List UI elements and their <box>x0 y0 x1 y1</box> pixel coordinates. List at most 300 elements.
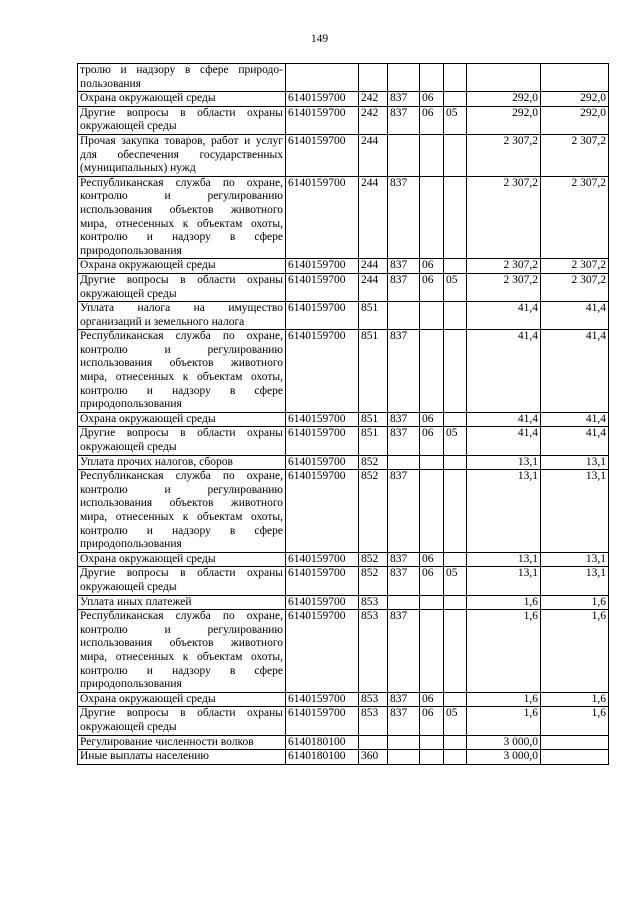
target-code: 6140159700 <box>288 134 346 147</box>
subsection-code-cell <box>444 273 467 301</box>
ministry-code-cell <box>388 735 420 750</box>
target-code: 6140180100 <box>288 750 346 763</box>
amount-year-1-cell <box>467 567 541 595</box>
subsection-code-cell <box>444 64 467 92</box>
target-code: 6140159700 <box>288 567 346 580</box>
amount-year-1-cell <box>467 412 541 427</box>
amount-year-1-cell <box>467 134 541 176</box>
subsection-code-cell <box>444 595 467 610</box>
amount-year-1: 292,0 <box>512 106 538 119</box>
expense-type-cell <box>359 707 388 735</box>
ministry-code: 837 <box>390 106 408 119</box>
row-name-cell <box>78 455 286 470</box>
expense-type-cell <box>359 692 388 707</box>
expense-type: 244 <box>361 273 379 286</box>
ministry-code-cell <box>388 64 420 92</box>
expense-type: 851 <box>361 302 379 315</box>
expense-type: 244 <box>361 176 379 189</box>
ministry-code: 837 <box>390 92 408 105</box>
table-row <box>78 259 609 274</box>
row-name: Прочая закупка товаров, работ и услуг для обеспечения государственных (муниципальных) нужд <box>80 134 283 175</box>
section-code: 06 <box>422 259 434 272</box>
subsection-code-cell <box>444 176 467 259</box>
amount-year-2: 292,0 <box>580 92 606 105</box>
ministry-code-cell <box>388 273 420 301</box>
table-row <box>78 273 609 301</box>
table-body <box>78 64 609 765</box>
ministry-code-cell <box>388 330 420 413</box>
section-code-cell <box>420 750 444 765</box>
expense-type: 853 <box>361 595 379 608</box>
ministry-code-cell <box>388 455 420 470</box>
amount-year-1: 3 000,0 <box>503 750 538 763</box>
ministry-code-cell <box>388 595 420 610</box>
target-code-cell <box>286 259 359 274</box>
table-row <box>78 735 609 750</box>
expense-type-cell <box>359 106 388 134</box>
amount-year-1: 3 000,0 <box>503 735 538 748</box>
row-name-cell <box>78 302 286 330</box>
amount-year-2-cell <box>541 455 609 470</box>
subsection-code-cell <box>444 455 467 470</box>
table-row <box>78 106 609 134</box>
budget-table <box>77 63 609 765</box>
amount-year-1: 2 307,2 <box>503 176 538 189</box>
ministry-code-cell <box>388 412 420 427</box>
target-code: 6140159700 <box>288 427 346 440</box>
amount-year-2-cell <box>541 106 609 134</box>
subsection-code: 05 <box>446 273 458 286</box>
row-name: тролю и надзору в сфере природо-пользования <box>80 64 283 90</box>
subsection-code-cell <box>444 106 467 134</box>
ministry-code: 837 <box>390 692 408 705</box>
row-name: Республиканская служба по охране, контролю и регулированию использования объектов животного мира, отнесенных к объектам охоты, контролю и надзору в сфере природопользования <box>80 470 283 551</box>
section-code: 06 <box>422 273 434 286</box>
expense-type: 853 <box>361 707 379 720</box>
ministry-code-cell <box>388 610 420 693</box>
row-name-cell <box>78 567 286 595</box>
expense-type-cell <box>359 455 388 470</box>
expense-type: 851 <box>361 330 379 343</box>
row-name: Другие вопросы в области охраны окружающей среды <box>80 427 283 454</box>
table-row <box>78 64 609 92</box>
target-code-cell <box>286 302 359 330</box>
row-name-cell <box>78 106 286 134</box>
row-name-cell <box>78 92 286 107</box>
amount-year-2-cell <box>541 330 609 413</box>
subsection-code-cell <box>444 735 467 750</box>
amount-year-2: 13,1 <box>585 455 606 468</box>
target-code-cell <box>286 273 359 301</box>
section-code: 06 <box>422 692 434 705</box>
section-code-cell <box>420 412 444 427</box>
section-code-cell <box>420 427 444 455</box>
amount-year-2-cell <box>541 302 609 330</box>
subsection-code-cell <box>444 412 467 427</box>
ministry-code: 837 <box>390 567 408 580</box>
subsection-code-cell <box>444 134 467 176</box>
ministry-code-cell <box>388 707 420 735</box>
amount-year-2: 41,4 <box>585 330 606 343</box>
amount-year-1: 2 307,2 <box>503 259 538 272</box>
amount-year-1-cell <box>467 735 541 750</box>
amount-year-2: 41,4 <box>585 302 606 315</box>
target-code-cell <box>286 750 359 765</box>
target-code-cell <box>286 455 359 470</box>
amount-year-1-cell <box>467 64 541 92</box>
section-code-cell <box>420 259 444 274</box>
row-name-cell <box>78 64 286 92</box>
amount-year-2-cell <box>541 427 609 455</box>
amount-year-1: 13,1 <box>517 455 538 468</box>
target-code-cell <box>286 470 359 553</box>
ministry-code: 837 <box>390 259 408 272</box>
expense-type: 852 <box>361 470 379 483</box>
subsection-code-cell <box>444 470 467 553</box>
amount-year-2-cell <box>541 692 609 707</box>
expense-type: 853 <box>361 692 379 705</box>
amount-year-1: 1,6 <box>523 595 538 608</box>
amount-year-1: 1,6 <box>523 610 538 623</box>
expense-type-cell <box>359 552 388 567</box>
table-row <box>78 176 609 259</box>
expense-type: 244 <box>361 259 379 272</box>
subsection-code-cell <box>444 259 467 274</box>
table-row <box>78 92 609 107</box>
ministry-code: 837 <box>390 552 408 565</box>
amount-year-1-cell <box>467 455 541 470</box>
table-row <box>78 595 609 610</box>
row-name-cell <box>78 427 286 455</box>
ministry-code: 837 <box>390 427 408 440</box>
subsection-code-cell <box>444 750 467 765</box>
section-code: 06 <box>422 552 434 565</box>
table-row <box>78 567 609 595</box>
row-name: Уплата иных платежей <box>80 595 192 608</box>
row-name-cell <box>78 735 286 750</box>
subsection-code-cell <box>444 567 467 595</box>
page-number: 149 <box>310 33 329 45</box>
subsection-code: 05 <box>446 427 458 440</box>
table-row <box>78 552 609 567</box>
target-code: 6140159700 <box>288 302 346 315</box>
amount-year-2: 1,6 <box>591 692 606 705</box>
ministry-code: 837 <box>390 176 408 189</box>
ministry-code-cell <box>388 427 420 455</box>
row-name: Республиканская служба по охране, контролю и регулированию использования объектов животного мира, отнесенных к объектам охоты, контролю и надзору в сфере природопользования <box>80 176 283 257</box>
amount-year-2-cell <box>541 134 609 176</box>
target-code: 6140159700 <box>288 595 346 608</box>
amount-year-1: 41,4 <box>517 330 538 343</box>
expense-type: 244 <box>361 134 379 147</box>
expense-type-cell <box>359 427 388 455</box>
amount-year-2-cell <box>541 610 609 693</box>
target-code: 6140159700 <box>288 470 346 483</box>
section-code-cell <box>420 64 444 92</box>
table-row <box>78 692 609 707</box>
expense-type-cell <box>359 330 388 413</box>
expense-type-cell <box>359 412 388 427</box>
amount-year-1: 1,6 <box>523 692 538 705</box>
row-name: Охрана окружающей среды <box>80 412 216 425</box>
target-code: 6140159700 <box>288 176 346 189</box>
section-code-cell <box>420 470 444 553</box>
amount-year-1-cell <box>467 595 541 610</box>
row-name-cell <box>78 134 286 176</box>
section-code-cell <box>420 176 444 259</box>
amount-year-2: 2 307,2 <box>571 176 606 189</box>
table-row <box>78 427 609 455</box>
row-name-cell <box>78 273 286 301</box>
ministry-code-cell <box>388 567 420 595</box>
amount-year-1: 13,1 <box>517 552 538 565</box>
amount-year-2: 41,4 <box>585 412 606 425</box>
target-code-cell <box>286 610 359 693</box>
target-code-cell <box>286 64 359 92</box>
expense-type: 851 <box>361 427 379 440</box>
amount-year-2-cell <box>541 412 609 427</box>
amount-year-2-cell <box>541 64 609 92</box>
row-name: Иные выплаты населению <box>80 750 209 763</box>
amount-year-1-cell <box>467 707 541 735</box>
subsection-code: 05 <box>446 707 458 720</box>
section-code-cell <box>420 302 444 330</box>
amount-year-1: 41,4 <box>517 412 538 425</box>
expense-type: 852 <box>361 567 379 580</box>
section-code-cell <box>420 707 444 735</box>
amount-year-2-cell <box>541 470 609 553</box>
amount-year-1: 1,6 <box>523 707 538 720</box>
amount-year-2: 292,0 <box>580 106 606 119</box>
target-code: 6140159700 <box>288 707 346 720</box>
table-row <box>78 302 609 330</box>
amount-year-1: 13,1 <box>517 567 538 580</box>
row-name-cell <box>78 595 286 610</box>
ministry-code: 837 <box>390 273 408 286</box>
amount-year-1-cell <box>467 302 541 330</box>
target-code: 6140159700 <box>288 455 346 468</box>
table-row <box>78 610 609 693</box>
amount-year-1-cell <box>467 552 541 567</box>
target-code-cell <box>286 92 359 107</box>
expense-type: 853 <box>361 610 379 623</box>
amount-year-2: 1,6 <box>591 707 606 720</box>
amount-year-2: 13,1 <box>585 470 606 483</box>
row-name-cell <box>78 176 286 259</box>
target-code: 6140159700 <box>288 273 346 286</box>
amount-year-1: 41,4 <box>517 427 538 440</box>
amount-year-1: 41,4 <box>517 302 538 315</box>
target-code: 6140159700 <box>288 412 346 425</box>
target-code: 6140159700 <box>288 692 346 705</box>
table-row <box>78 134 609 176</box>
subsection-code: 05 <box>446 567 458 580</box>
expense-type-cell <box>359 302 388 330</box>
table-row <box>78 412 609 427</box>
expense-type: 242 <box>361 92 379 105</box>
expense-type: 242 <box>361 106 379 119</box>
expense-type-cell <box>359 64 388 92</box>
section-code-cell <box>420 455 444 470</box>
row-name: Регулирование численности волков <box>80 735 254 748</box>
subsection-code-cell <box>444 552 467 567</box>
expense-type-cell <box>359 259 388 274</box>
amount-year-2-cell <box>541 273 609 301</box>
target-code: 6140159700 <box>288 330 346 343</box>
target-code-cell <box>286 427 359 455</box>
row-name: Охрана окружающей среды <box>80 552 216 565</box>
expense-type-cell <box>359 595 388 610</box>
subsection-code-cell <box>444 302 467 330</box>
row-name-cell <box>78 259 286 274</box>
row-name-cell <box>78 552 286 567</box>
ministry-code-cell <box>388 106 420 134</box>
section-code-cell <box>420 106 444 134</box>
subsection-code: 05 <box>446 106 458 119</box>
target-code: 6140180100 <box>288 735 346 748</box>
expense-type-cell <box>359 176 388 259</box>
row-name-cell <box>78 750 286 765</box>
amount-year-1: 2 307,2 <box>503 273 538 286</box>
amount-year-2: 1,6 <box>591 595 606 608</box>
ministry-code-cell <box>388 552 420 567</box>
expense-type-cell <box>359 134 388 176</box>
row-name: Уплата прочих налогов, сборов <box>80 455 233 468</box>
expense-type: 852 <box>361 455 379 468</box>
amount-year-2: 13,1 <box>585 552 606 565</box>
ministry-code-cell <box>388 302 420 330</box>
amount-year-1-cell <box>467 750 541 765</box>
expense-type: 852 <box>361 552 379 565</box>
row-name-cell <box>78 610 286 693</box>
ministry-code-cell <box>388 176 420 259</box>
section-code-cell <box>420 595 444 610</box>
amount-year-1: 13,1 <box>517 470 538 483</box>
target-code-cell <box>286 552 359 567</box>
target-code-cell <box>286 567 359 595</box>
target-code: 6140159700 <box>288 552 346 565</box>
amount-year-2-cell <box>541 92 609 107</box>
expense-type-cell <box>359 735 388 750</box>
row-name: Охрана окружающей среды <box>80 92 216 105</box>
target-code-cell <box>286 735 359 750</box>
amount-year-2-cell <box>541 735 609 750</box>
target-code: 6140159700 <box>288 92 346 105</box>
amount-year-1-cell <box>467 330 541 413</box>
ministry-code-cell <box>388 259 420 274</box>
ministry-code-cell <box>388 750 420 765</box>
amount-year-2: 1,6 <box>591 610 606 623</box>
ministry-code: 837 <box>390 330 408 343</box>
amount-year-2-cell <box>541 750 609 765</box>
amount-year-1-cell <box>467 92 541 107</box>
row-name: Уплата налога на имущество организаций и земельного налога <box>80 302 283 328</box>
ministry-code-cell <box>388 92 420 107</box>
row-name: Другие вопросы в области охраны окружающей среды <box>80 707 283 733</box>
section-code-cell <box>420 92 444 107</box>
row-name-cell <box>78 412 286 427</box>
table-row <box>78 455 609 470</box>
section-code: 06 <box>422 106 434 119</box>
section-code: 06 <box>422 92 434 105</box>
ministry-code: 837 <box>390 470 408 483</box>
amount-year-2-cell <box>541 595 609 610</box>
expense-type-cell <box>359 470 388 553</box>
amount-year-2-cell <box>541 567 609 595</box>
amount-year-1-cell <box>467 470 541 553</box>
subsection-code-cell <box>444 707 467 735</box>
ministry-code: 837 <box>390 412 408 425</box>
amount-year-1-cell <box>467 259 541 274</box>
expense-type-cell <box>359 273 388 301</box>
target-code-cell <box>286 176 359 259</box>
row-name-cell <box>78 707 286 735</box>
amount-year-2: 2 307,2 <box>571 259 606 272</box>
row-name: Другие вопросы в области охраны окружающей среды <box>80 106 283 133</box>
row-name-cell <box>78 330 286 413</box>
section-code: 06 <box>422 567 434 580</box>
amount-year-2: 2 307,2 <box>571 273 606 286</box>
subsection-code-cell <box>444 427 467 455</box>
amount-year-2-cell <box>541 176 609 259</box>
section-code-cell <box>420 735 444 750</box>
amount-year-1-cell <box>467 106 541 134</box>
table-row <box>78 330 609 413</box>
target-code-cell <box>286 106 359 134</box>
subsection-code-cell <box>444 692 467 707</box>
section-code-cell <box>420 134 444 176</box>
row-name: Республиканская служба по охране, контролю и регулированию использования объектов животного мира, отнесенных к объектам охоты, контролю и надзору в сфере природопользования <box>80 610 283 691</box>
section-code: 06 <box>422 412 434 425</box>
amount-year-1-cell <box>467 176 541 259</box>
row-name: Республиканская служба по охране, контролю и регулированию использования объектов животного мира, отнесенных к объектам охоты, контролю и надзору в сфере природопользования <box>80 330 283 411</box>
section-code-cell <box>420 552 444 567</box>
table-row <box>78 750 609 765</box>
subsection-code-cell <box>444 610 467 693</box>
section-code-cell <box>420 273 444 301</box>
row-name: Охрана окружающей среды <box>80 259 216 272</box>
expense-type: 360 <box>361 750 379 763</box>
expense-type-cell <box>359 92 388 107</box>
section-code-cell <box>420 567 444 595</box>
target-code-cell <box>286 692 359 707</box>
section-code: 06 <box>422 707 434 720</box>
row-name-cell <box>78 692 286 707</box>
amount-year-1-cell <box>467 692 541 707</box>
target-code: 6140159700 <box>288 259 346 272</box>
target-code: 6140159700 <box>288 610 346 623</box>
amount-year-1: 292,0 <box>512 92 538 105</box>
target-code: 6140159700 <box>288 106 346 119</box>
row-name: Охрана окружающей среды <box>80 692 216 705</box>
ministry-code-cell <box>388 134 420 176</box>
amount-year-2-cell <box>541 552 609 567</box>
target-code-cell <box>286 330 359 413</box>
subsection-code-cell <box>444 92 467 107</box>
target-code-cell <box>286 707 359 735</box>
section-code-cell <box>420 610 444 693</box>
ministry-code: 837 <box>390 707 408 720</box>
target-code-cell <box>286 412 359 427</box>
amount-year-1-cell <box>467 427 541 455</box>
amount-year-1: 2 307,2 <box>503 134 538 147</box>
expense-type: 851 <box>361 412 379 425</box>
row-name-cell <box>78 470 286 553</box>
expense-type-cell <box>359 750 388 765</box>
table-row <box>78 470 609 553</box>
amount-year-2-cell <box>541 259 609 274</box>
row-name: Другие вопросы в области охраны окружающей среды <box>80 567 283 593</box>
